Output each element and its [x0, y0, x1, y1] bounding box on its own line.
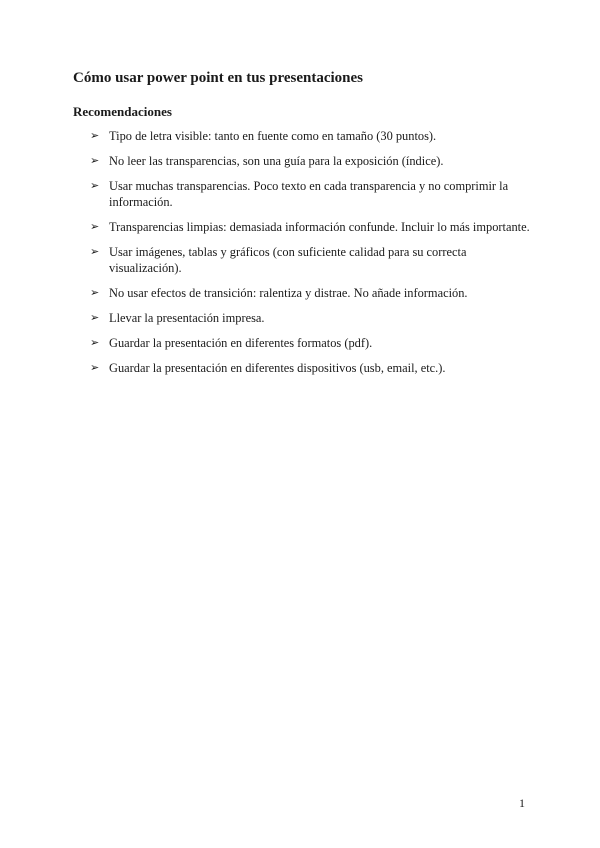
list-item-text: Guardar la presentación en diferentes dispositivos (usb, email, etc.). — [109, 361, 446, 375]
document-title: Cómo usar power point en tus presentaciones — [73, 70, 364, 86]
arrow-bullet-icon: ➢ — [90, 361, 100, 374]
arrow-bullet-icon: ➢ — [90, 129, 100, 142]
section-heading: Recomendaciones — [73, 104, 172, 119]
list-item — [90, 335, 540, 351]
arrow-bullet-icon: ➢ — [90, 154, 100, 167]
page-number: 1 — [519, 796, 525, 810]
list-item — [90, 219, 540, 235]
list-item — [90, 310, 540, 326]
arrow-bullet-icon: ➢ — [90, 220, 100, 233]
list-item — [90, 178, 540, 210]
list-item — [90, 244, 540, 276]
list-item-text: Llevar la presentación impresa. — [109, 311, 265, 325]
list-item — [90, 153, 540, 169]
list-item-text: Tipo de letra visible: tanto en fuente como en tamaño (30 puntos). — [109, 129, 437, 143]
list-item-text: No usar efectos de transición: ralentiza y distrae. No añade información. — [109, 286, 468, 300]
list-item-text: Transparencias limpias: demasiada información confunde. Incluir lo más importante. — [109, 220, 530, 234]
arrow-bullet-icon: ➢ — [90, 245, 100, 258]
list-item-text: Usar muchas transparencias. Poco texto en cada transparencia y no comprimir la información. — [109, 179, 509, 209]
arrow-bullet-icon: ➢ — [90, 286, 100, 299]
list-item-text: Guardar la presentación en diferentes formatos (pdf). — [109, 336, 373, 350]
list-item-text: Usar imágenes, tablas y gráficos (con suficiente calidad para su correcta visualización). — [109, 245, 467, 275]
list-item — [90, 285, 540, 301]
arrow-bullet-icon: ➢ — [90, 179, 100, 192]
list-item — [90, 360, 540, 376]
arrow-bullet-icon: ➢ — [90, 311, 100, 324]
arrow-bullet-icon: ➢ — [90, 336, 100, 349]
list-item — [90, 128, 540, 144]
list-item-text: No leer las transparencias, son una guía para la exposición (índice). — [109, 154, 444, 168]
recommendations-list — [90, 128, 540, 385]
